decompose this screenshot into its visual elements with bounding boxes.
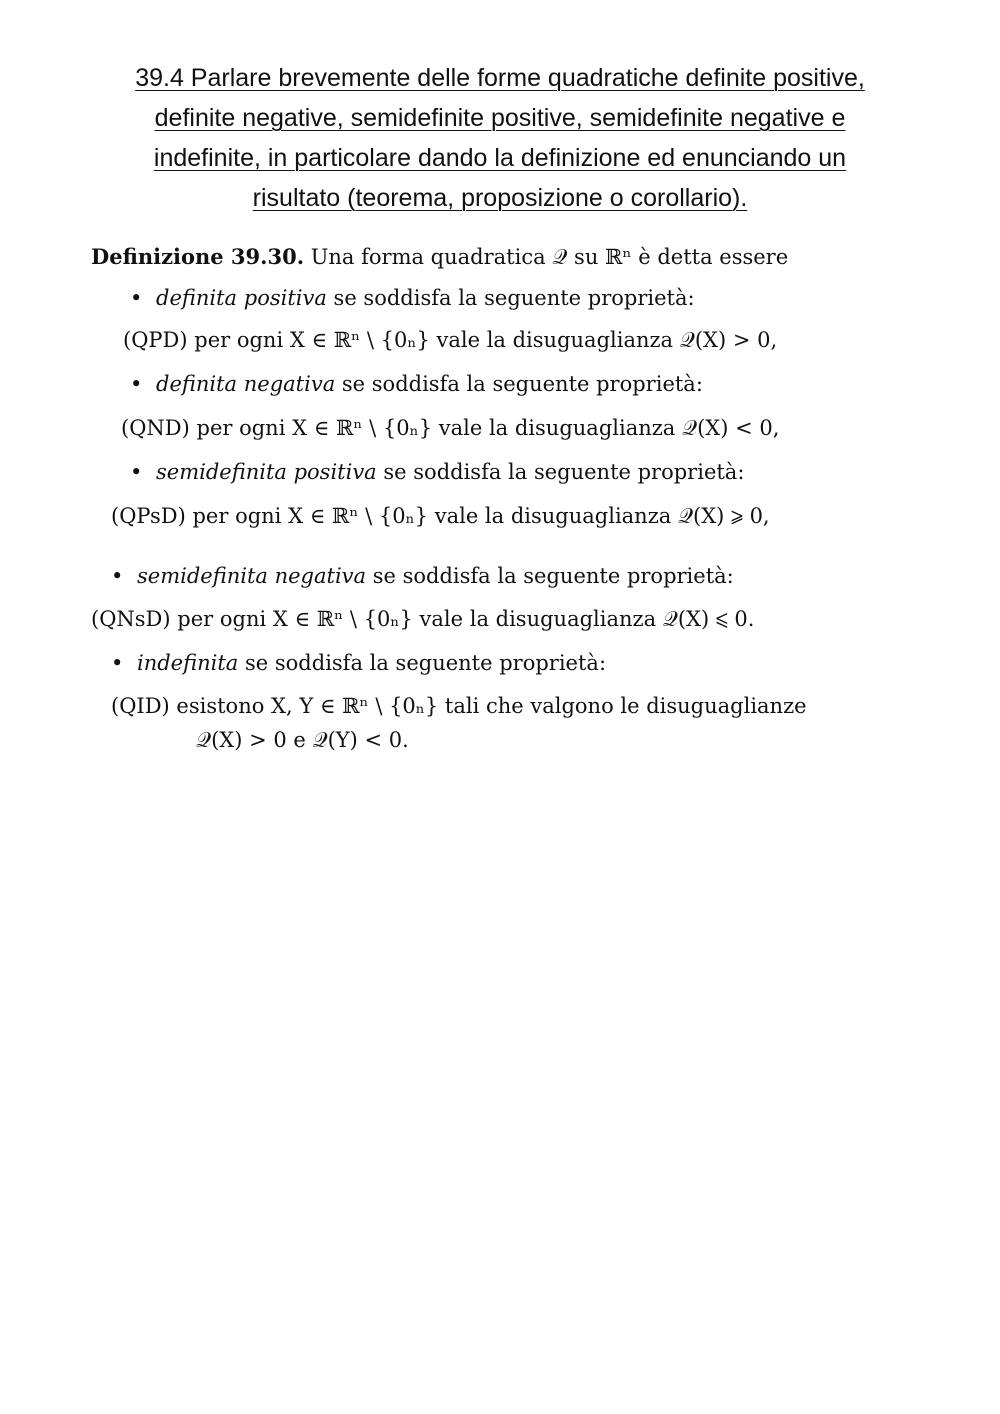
item-term: semidefinita positiva [156, 460, 377, 484]
item-text: se soddisfa la seguente proprietà: [366, 564, 734, 588]
property-label: (QNsD) [91, 607, 171, 631]
bullet-icon: • [130, 460, 143, 484]
property-statement: per ogni X ∈ ℝⁿ \ {0ₙ} vale la disuguaglianza 𝒬(X) ⩾ 0, [192, 504, 770, 528]
property-statement: per ogni X ∈ ℝⁿ \ {0ₙ} vale la disuguaglianza 𝒬(X) > 0, [194, 328, 778, 352]
item-term: definita positiva [156, 286, 327, 310]
bullet-icon: • [111, 564, 124, 588]
question-line: definite negative, semidefinite positive, semidefinite negative e [154, 104, 846, 132]
item-text: se soddisfa la seguente proprietà: [238, 651, 607, 675]
bullet-icon: • [130, 286, 143, 310]
property-statement: per ogni X ∈ ℝⁿ \ {0ₙ} vale la disuguaglianza 𝒬(X) < 0, [196, 416, 780, 440]
list-item [130, 457, 744, 487]
property-row [121, 413, 779, 443]
question-line: 39.4 Parlare brevemente delle forme quadratiche definite positive, [135, 64, 865, 92]
property-row [111, 691, 807, 721]
list-item [111, 648, 606, 678]
property-row [111, 501, 770, 531]
definition-intro: Una forma quadratica 𝒬 su ℝⁿ è detta essere [310, 245, 789, 269]
property-continuation [196, 725, 409, 755]
item-term: semidefinita negativa [137, 564, 367, 588]
property-label: (QID) [111, 694, 170, 718]
definition-title: Definizione 39.30. [91, 244, 305, 269]
list-item [130, 283, 695, 313]
list-item [130, 369, 703, 399]
item-text: se soddisfa la seguente proprietà: [335, 372, 703, 396]
property-statement: per ogni X ∈ ℝⁿ \ {0ₙ} vale la disuguaglianza 𝒬(X) ⩽ 0. [177, 607, 755, 631]
property-label: (QND) [121, 416, 190, 440]
bullet-icon: • [111, 651, 124, 675]
property-statement: esistono X, Y ∈ ℝⁿ \ {0ₙ} tali che valgono le disuguaglianze [176, 694, 807, 718]
definition-header [91, 242, 788, 272]
property-row [91, 604, 754, 634]
question-line: risultato (teorema, proposizione o corollario). [252, 184, 748, 212]
question-heading [60, 58, 940, 218]
property-label: (QPD) [123, 328, 188, 352]
property-row [123, 325, 777, 355]
bullet-icon: • [130, 372, 143, 396]
question-line: indefinite, in particolare dando la definizione ed enunciando un [153, 144, 847, 172]
property-label: (QPsD) [111, 504, 186, 528]
item-term: indefinita [137, 651, 239, 675]
item-term: definita negativa [156, 372, 336, 396]
item-text: se soddisfa la seguente proprietà: [326, 286, 695, 310]
item-text: se soddisfa la seguente proprietà: [376, 460, 745, 484]
property-statement-cont: 𝒬(X) > 0 e 𝒬(Y) < 0. [196, 728, 409, 752]
list-item [111, 561, 734, 591]
